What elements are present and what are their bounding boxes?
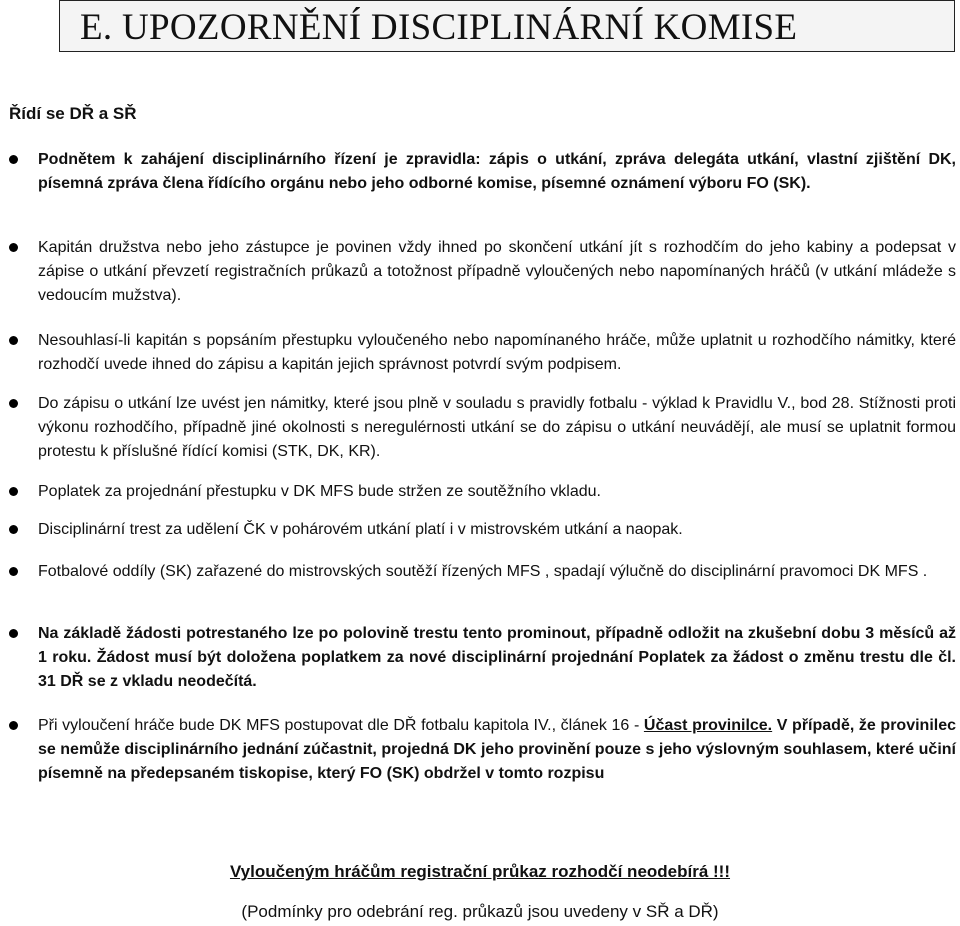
footer-warning: Vyloučeným hráčům registrační průkaz rozhodčí neodebírá !!! — [229, 862, 731, 881]
bullet-icon — [9, 243, 18, 252]
list-item-text: Fotbalové oddíly (SK) zařazené do mistrovských soutěží řízených MFS , spadají výlučně do disciplinární pravomoci DK MFS . — [38, 563, 928, 580]
footer-note: (Podmínky pro odebrání reg. průkazů jsou uvedeny v SŘ a DŘ) — [241, 902, 719, 921]
list-item-text: Podnětem k zahájení disciplinárního řízení je zpravidla: zápis o utkání, zpráva delegáta utkání, vlastní zjištění DK, písemná zpráva člena řídícího orgánu nebo jeho odborné komise, písemné oznámení výboru FO (SK). — [38, 151, 956, 192]
list-item-text: Na základě žádosti potrestaného lze po polovině trestu tento prominout, případně odložit na zkušební dobu 3 měsíců až 1 roku. Žádost musí být doložena poplatkem za nové disciplinární projednání Poplatek za žádost o změnu trestu dle čl. 31 DŘ se z vkladu neodečítá. — [38, 625, 956, 690]
bullet-icon — [9, 525, 18, 534]
list-item-text: Do zápisu o utkání lze uvést jen námitky, které jsou plně v souladu s pravidly fotbalu - výklad k Pravidlu V., bod 28. Stížnosti proti výkonu rozhodčího, případně jiné okolnosti s neregulérnosti utkání se do zápisu o utkání neuvádějí, ale musí se uplatnit formou protestu k příslušné řídící komisi (STK, DK, KR). — [38, 395, 956, 460]
bullet-icon — [9, 487, 18, 496]
page-title: E. UPOZORNĚNÍ DISCIPLINÁRNÍ KOMISE — [80, 7, 798, 48]
title-box — [59, 0, 955, 52]
list-item-text-part: V případě, že provinilec se nemůže disciplinárního jednání zúčastnit, projedná DK jeho provinění pouze s jeho výslovným souhlasem, které učiní písemně na předepsaném tiskopise, který FO (SK) obdržel v tomto rozpisu — [38, 717, 957, 782]
bullet-icon — [9, 567, 18, 576]
list-item-text: Poplatek za projednání přestupku v DK MFS bude stržen ze soutěžního vkladu. — [38, 483, 601, 500]
bullet-icon — [9, 155, 18, 164]
list-item-text — [38, 714, 956, 786]
list-item-text: Nesouhlasí-li kapitán s popsáním přestupku vyloučeného nebo napomínaného hráče, může uplatnit u rozhodčího námitky, které rozhodčí uvede ihned do zápisu a kapitán jejich správnost potvrdí svým podpisem. — [38, 332, 956, 373]
bullet-icon — [9, 629, 18, 638]
list-item-text: Disciplinární trest za udělení ČK v pohárovém utkání platí i v mistrovském utkání a naopak. — [38, 521, 683, 538]
intro-heading: Řídí se DŘ a SŘ — [9, 104, 137, 123]
emphasis-link-text: Účast provinilce. — [643, 717, 773, 734]
bullet-icon — [9, 399, 18, 408]
list-item-text-part: Při vyloučení hráče bude DK MFS postupovat dle DŘ fotbalu kapitola IV., článek 16 - — [38, 717, 644, 734]
bullet-icon — [9, 336, 18, 345]
bullet-icon — [9, 721, 18, 730]
list-item-text: Kapitán družstva nebo jeho zástupce je povinen vždy ihned po skončení utkání jít s rozhodčím do jeho kabiny a podepsat v zápise o utkání převzetí registračních průkazů a totožnost případně vyloučených nebo napomínaných hráčů (v utkání mládeže s vedoucím mužstva). — [38, 239, 956, 304]
